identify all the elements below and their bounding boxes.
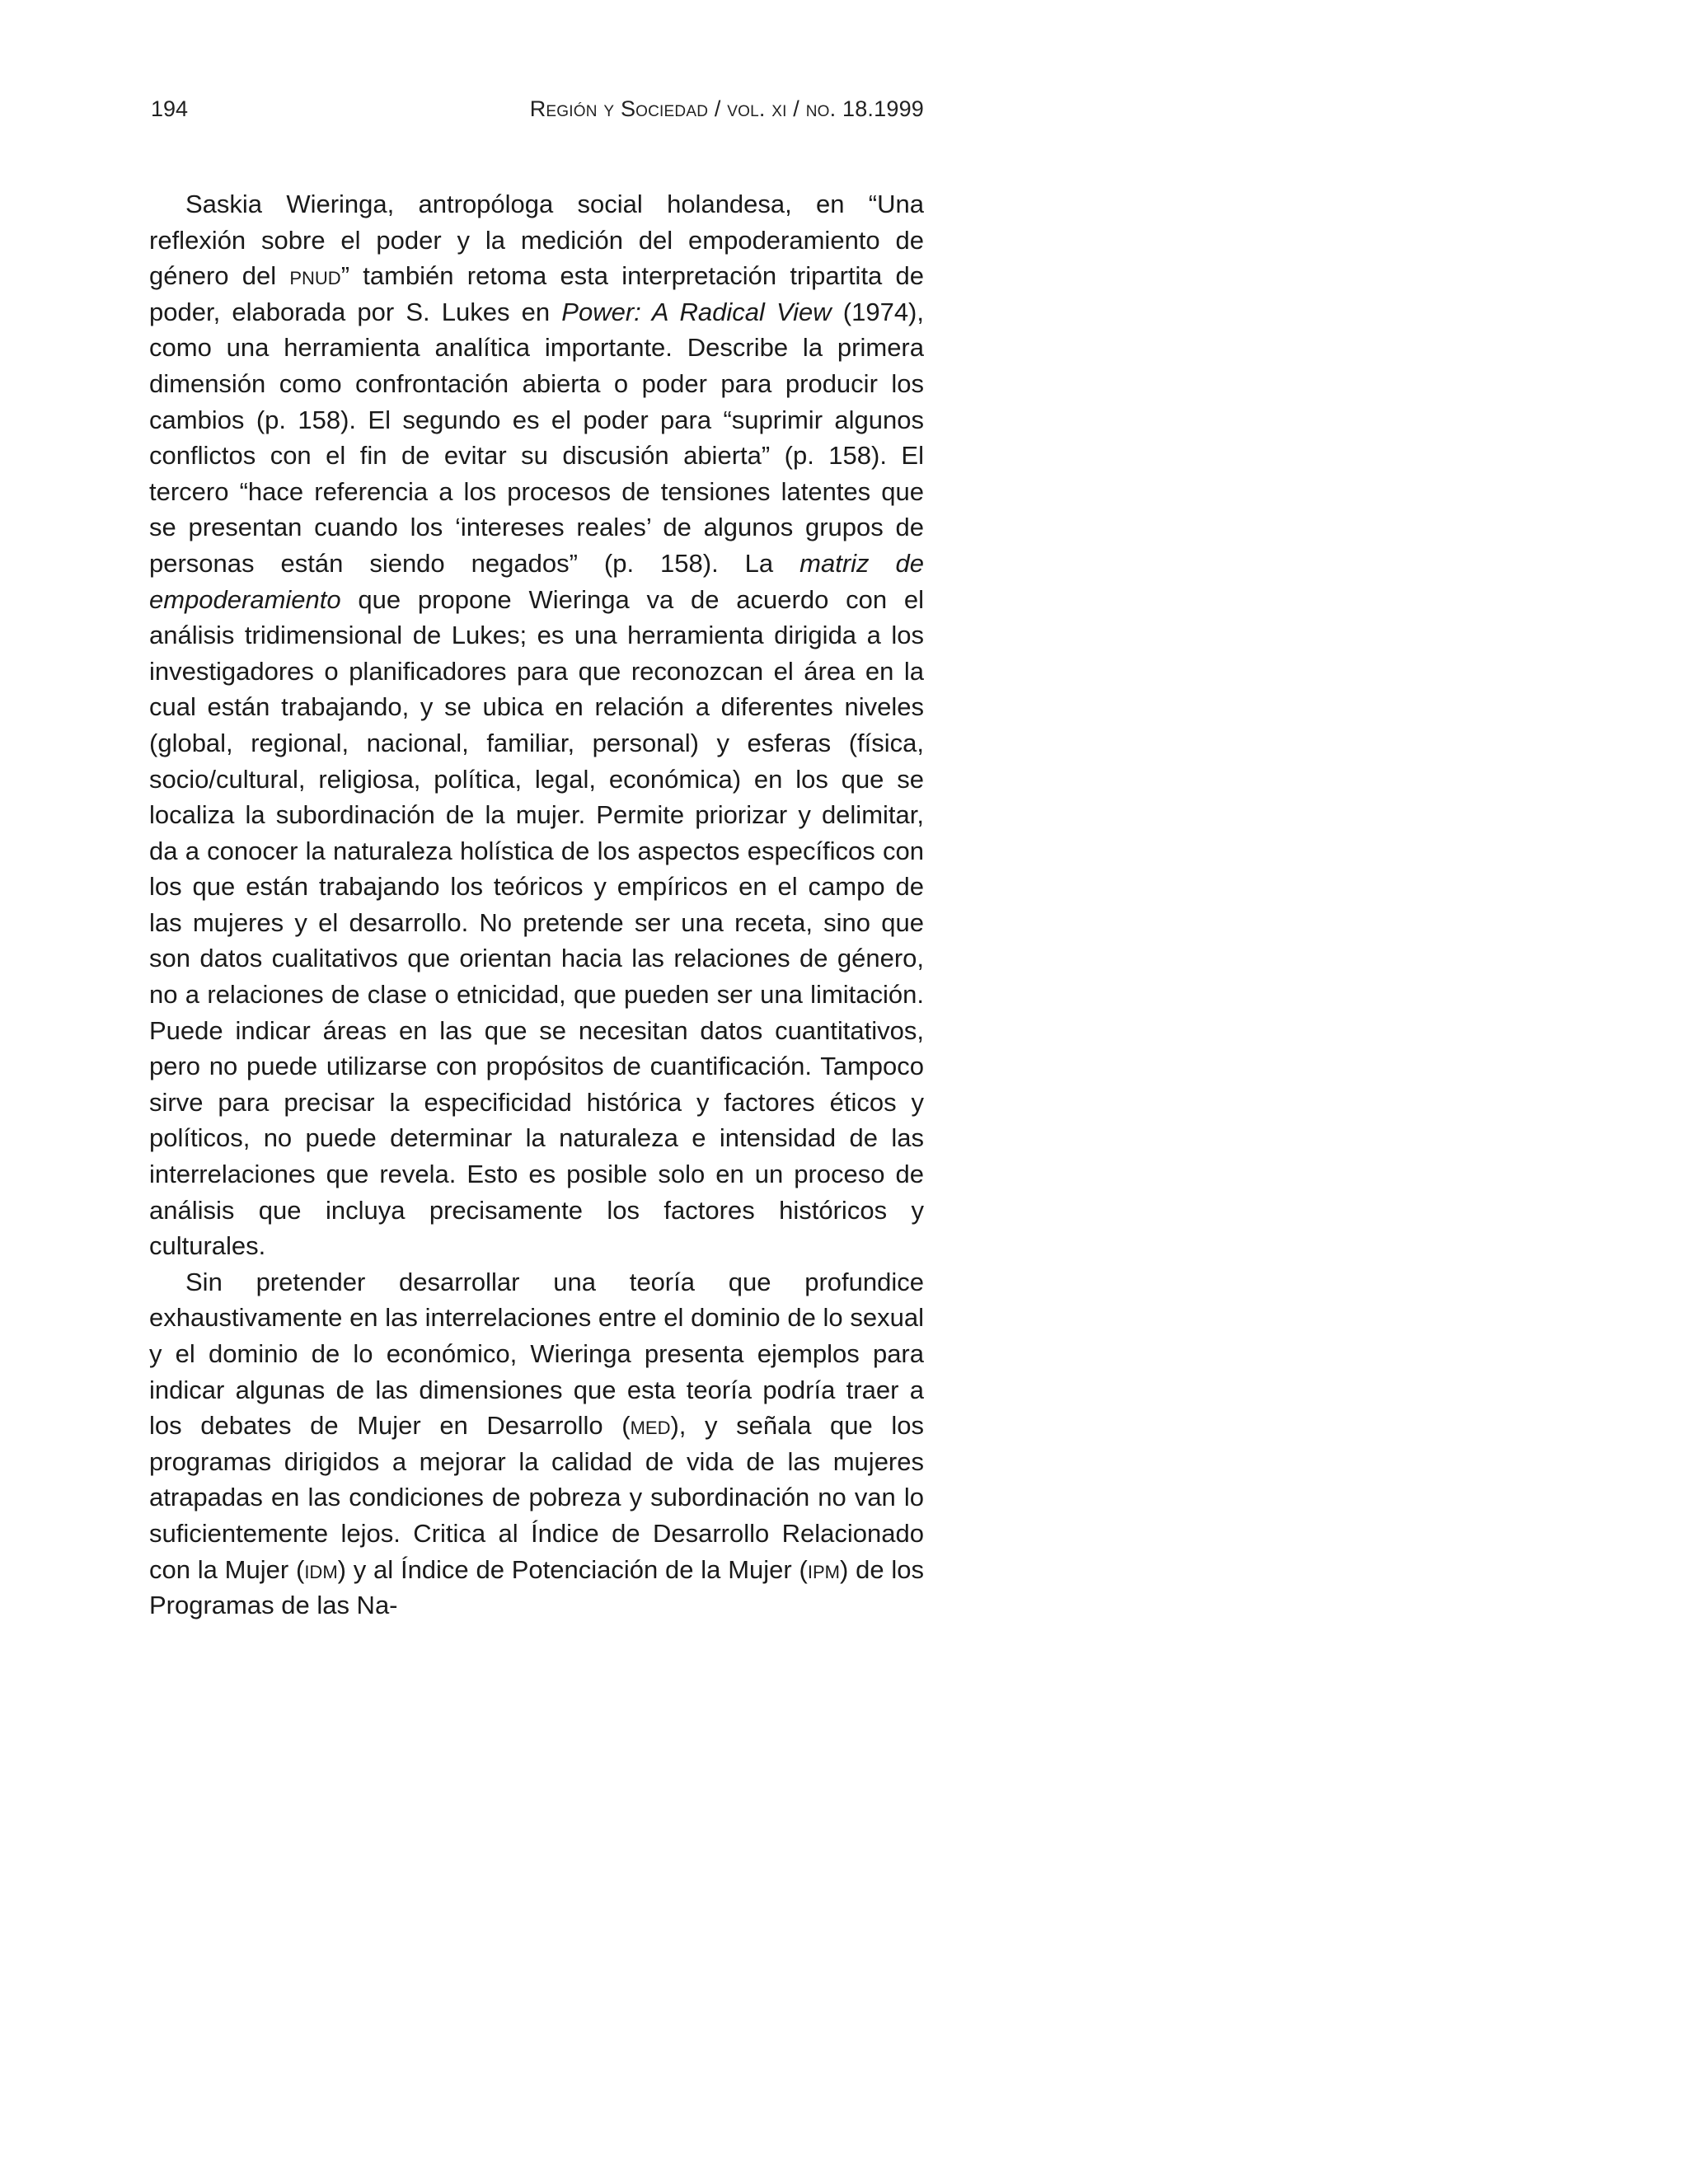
text-run: ), y señala que los programas dirigidos a mejorar la calidad de vida de las mujeres atrapadas en las condiciones de pobreza y subordinación no van lo suficientemente lejos. Critica al Índice de Desarrollo Relacionado con la Mujer ( — [149, 1411, 924, 1584]
acronym-idm: idm — [304, 1554, 338, 1584]
page-number: 194 — [151, 96, 189, 121]
text-run: ) de los Programas de las Na- — [149, 1554, 924, 1620]
paragraph-wieringa-critique — [149, 1264, 924, 1624]
acronym-ipm: ipm — [807, 1554, 840, 1584]
article-body — [149, 186, 924, 1624]
text-run: que propone Wieringa va de acuerdo con el análisis tridimensional de Lukes; es una herramienta dirigida a los investigadores o planificadores para que reconozcan el área en la cual están trabajando, y se ubica en relación a diferentes niveles (global, regional, nacional, familiar, personal) y esferas (física, socio/cultural, religiosa, política, legal, económica) en los que se localiza la subordinación de la mujer. Permite priorizar y delimitar, da a conocer la naturaleza holística de los aspectos específicos con los que están trabajando los teóricos y empíricos en el campo de las mujeres y el desarrollo. No pretende ser una receta, sino que son datos cualitativos que orientan hacia las relaciones de género, no a relaciones de clase o etnicidad, que pueden ser una limitación. Puede indicar áreas en las que se necesitan datos cuantitativos, pero no puede utilizarse con propósitos de cuantificación. Tampoco sirve para precisar la especificidad histórica y factores éticos y políticos, no puede determinar la naturaleza e intensidad de las interrelaciones que revela. Esto es posible solo en un proceso de análisis que incluya precisamente los factores históricos y culturales. — [149, 584, 924, 1261]
text-run: Sin pretender desarrollar una teoría que profundice exhaustivamente en las interrelaciones entre el dominio de lo sexual y el dominio de lo económico, Wieringa presenta ejemplos para indicar algunas de las dimensiones que esta teoría podría traer a los debates de Mujer en Desarrollo ( — [149, 1267, 924, 1441]
text-run: (1974), como una herramienta analítica importante. Describe la primera dimensión como confrontación abierta o poder para producir los cambios (p. 158). El segundo es el poder para “suprimir algunos conflictos con el fin de evitar su discusión abierta” (p. 158). El tercero “hace referencia a los procesos de tensiones latentes que se presentan cuando los ‘intereses reales’ de algunos grupos de personas están siendo negados” (p. 158). La — [149, 297, 924, 578]
acronym-pnud: pnud — [289, 261, 341, 291]
paragraph-wieringa-power — [149, 186, 924, 1264]
running-header — [151, 92, 924, 125]
journal-reference: Región y Sociedad / vol. xi / no. 18.1999 — [529, 96, 924, 121]
text-run: ) y al Índice de Potenciación de la Mujer ( — [337, 1554, 808, 1584]
acronym-med: med — [630, 1411, 671, 1441]
book-title: Power: A Radical View — [561, 297, 832, 326]
text-run: ” también retoma esta interpretación tripartita de poder, elaborada por S. Lukes en — [149, 261, 924, 326]
text-run: Saskia Wieringa, antropóloga social holandesa, en “Una reflexión sobre el poder y la medición del empoderamiento de género del — [149, 190, 924, 291]
term-matriz: matriz de empoderamiento — [149, 548, 925, 614]
